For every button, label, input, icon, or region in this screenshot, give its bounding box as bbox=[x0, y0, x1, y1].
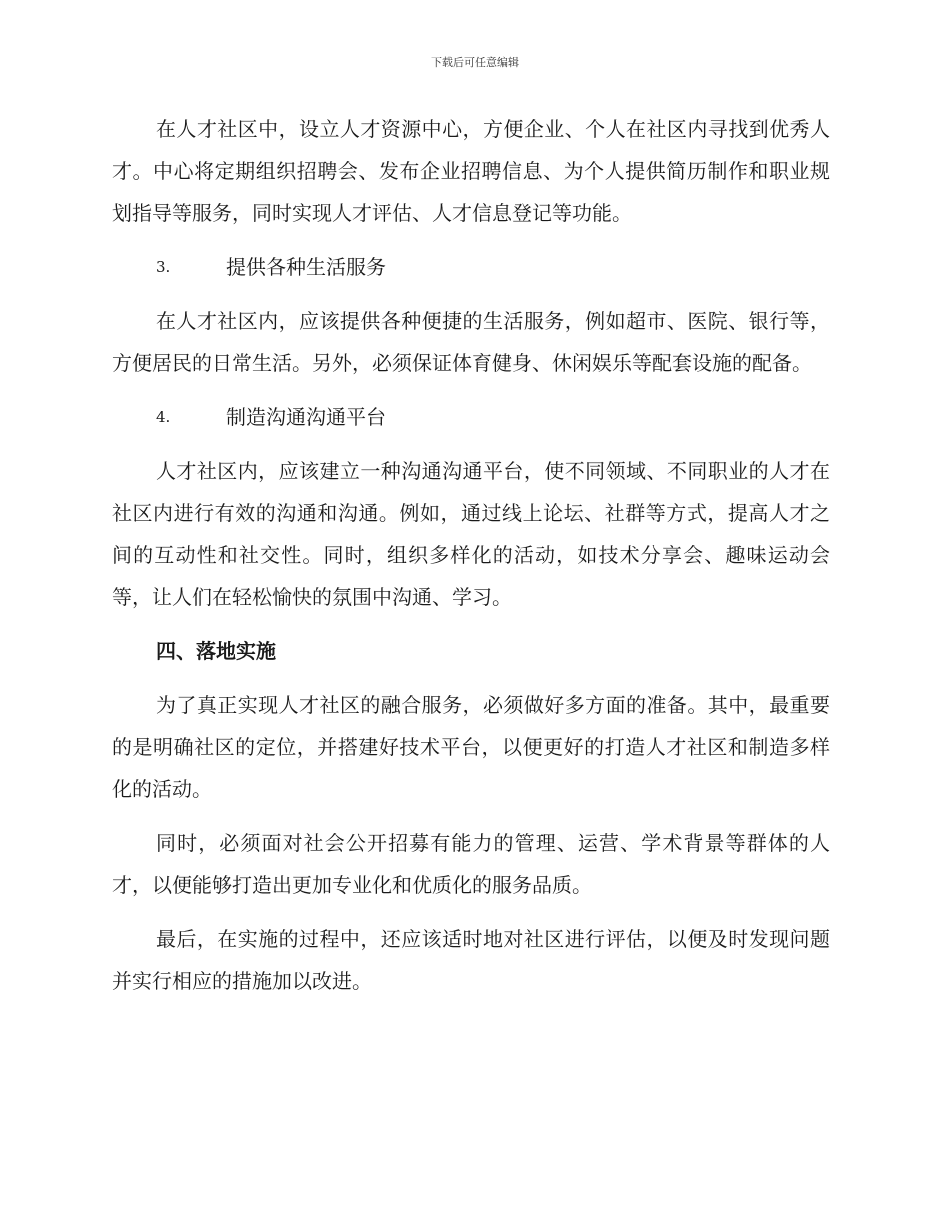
list-item bbox=[112, 396, 830, 438]
list-item bbox=[112, 246, 830, 288]
list-item-number: 3. bbox=[156, 258, 171, 276]
list-item-text: 提供各种生活服务 bbox=[226, 255, 386, 279]
section-heading: 四、落地实施 bbox=[156, 639, 276, 663]
list-item-number: 4. bbox=[156, 408, 171, 426]
list-item-text: 制造沟通沟通平台 bbox=[226, 405, 386, 429]
paragraph: 最后，在实施的过程中，还应该适时地对社区进行评估，以便及时发现问题并实行相应的措施加以改进。 bbox=[112, 927, 830, 993]
paragraph: 为了真正实现人才社区的融合服务，必须做好多方面的准备。其中，最重要的是明确社区的定位，并搭建好技术平台，以便更好的打造人才社区和制造多样化的活动。 bbox=[112, 693, 830, 801]
paragraph: 在人才社区内，应该提供各种便捷的生活服务，例如超市、医院、银行等，方便居民的日常生活。另外，必须保证体育健身、休闲娱乐等配套设施的配备。 bbox=[112, 309, 830, 375]
page-header: 下载后可任意编辑 bbox=[431, 56, 519, 69]
paragraph: 人才社区内，应该建立一种沟通沟通平台，使不同领域、不同职业的人才在社区内进行有效的沟通和沟通。例如，通过线上论坛、社群等方式，提高人才之间的互动性和社交性。同时，组织多样化的活动，如技术分享会、趣味运动会等，让人们在轻松愉快的氛围中沟通、学习。 bbox=[112, 459, 830, 609]
paragraph: 同时，必须面对社会公开招募有能力的管理、运营、学术背景等群体的人才，以便能够打造出更加专业化和优质化的服务品质。 bbox=[112, 831, 830, 897]
document-body bbox=[112, 108, 830, 1014]
paragraph: 在人才社区中，设立人才资源中心，方便企业、个人在社区内寻找到优秀人才。中心将定期组织招聘会、发布企业招聘信息、为个人提供简历制作和职业规划指导等服务，同时实现人才评估、人才信息登记等功能。 bbox=[112, 117, 830, 225]
